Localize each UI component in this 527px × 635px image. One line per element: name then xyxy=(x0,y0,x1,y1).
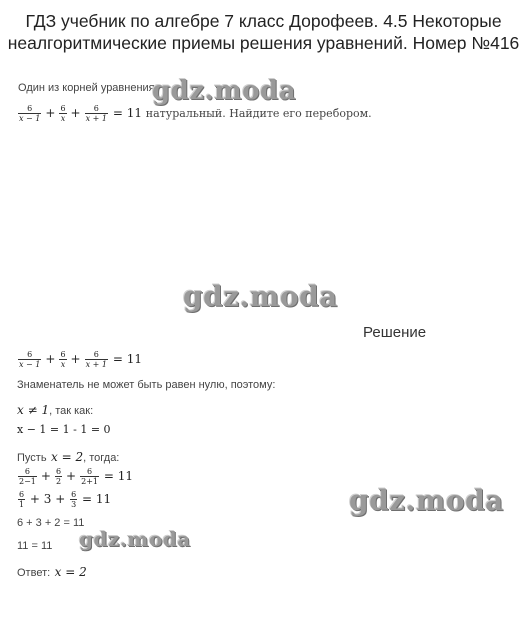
watermark: gdz.moda xyxy=(79,527,191,551)
solution-sum: 6 + 3 + 2 = 11 xyxy=(17,517,85,529)
task-equation: $\frac{6}{x - 1}$ + $\frac{6}{x}$ + $\frac{6}{x + 1}$ = 11 натуральный. Найдите его перебором. xyxy=(19,104,372,123)
fraction: $\frac{6}{2-1}$ xyxy=(19,467,36,486)
solution-note: Знаменатель не может быть равен нулю, поэтому: xyxy=(17,379,276,391)
fraction: $\frac{6}{x + 1}$ xyxy=(85,104,107,123)
task-intro: Один из корней уравнения xyxy=(18,82,155,94)
fraction: $\frac{6}{x - 1}$ xyxy=(19,104,41,123)
task-suffix: натуральный. Найдите его перебором. xyxy=(145,107,372,120)
solution-final-equality: 11 = 11 xyxy=(17,540,53,552)
watermark: gdz.moda xyxy=(183,280,338,313)
fraction: $\frac{6}{x}$ xyxy=(60,104,66,123)
solution-answer: Ответ: x = 2 xyxy=(17,565,87,579)
solution-equation-3: $\frac{6}{1}$ + 3 + $\frac{6}{3}$ = 11 xyxy=(19,490,112,509)
solution-title: Решение xyxy=(363,324,427,341)
header-line-2: неалгоритмические приемы решения уравнений. Номер №416 xyxy=(7,33,520,53)
fraction: $\frac{6}{1}$ xyxy=(19,490,25,509)
solution-let: Пусть x = 2, тогда: xyxy=(17,450,120,464)
fraction: $\frac{6}{3}$ xyxy=(71,490,77,509)
solution-equation-2: $\frac{6}{2-1}$ + $\frac{6}{2}$ + $\frac{6}{2+1}$ = 11 xyxy=(19,467,133,486)
solution-neq: x ≠ 1, так как: xyxy=(17,403,94,417)
page-header xyxy=(0,10,527,54)
solution-check: x − 1 = 1 - 1 = 0 xyxy=(17,423,111,436)
watermark: gdz.moda xyxy=(349,484,504,517)
fraction: $\frac{6}{2}$ xyxy=(55,467,62,486)
watermark: gdz.moda xyxy=(152,76,297,106)
solution-equation-1: $\frac{6}{x - 1}$ + $\frac{6}{x}$ + $\frac{6}{x + 1}$ = 11 xyxy=(19,350,142,369)
fraction: $\frac{6}{x}$ xyxy=(60,350,66,369)
fraction: $\frac{6}{2+1}$ xyxy=(81,467,98,486)
header-line-1: ГДЗ учебник по алгебре 7 класс Дорофеев. 4.5 Некоторые xyxy=(25,11,502,31)
fraction: $\frac{6}{x - 1}$ xyxy=(19,350,41,369)
fraction: $\frac{6}{x + 1}$ xyxy=(85,350,107,369)
